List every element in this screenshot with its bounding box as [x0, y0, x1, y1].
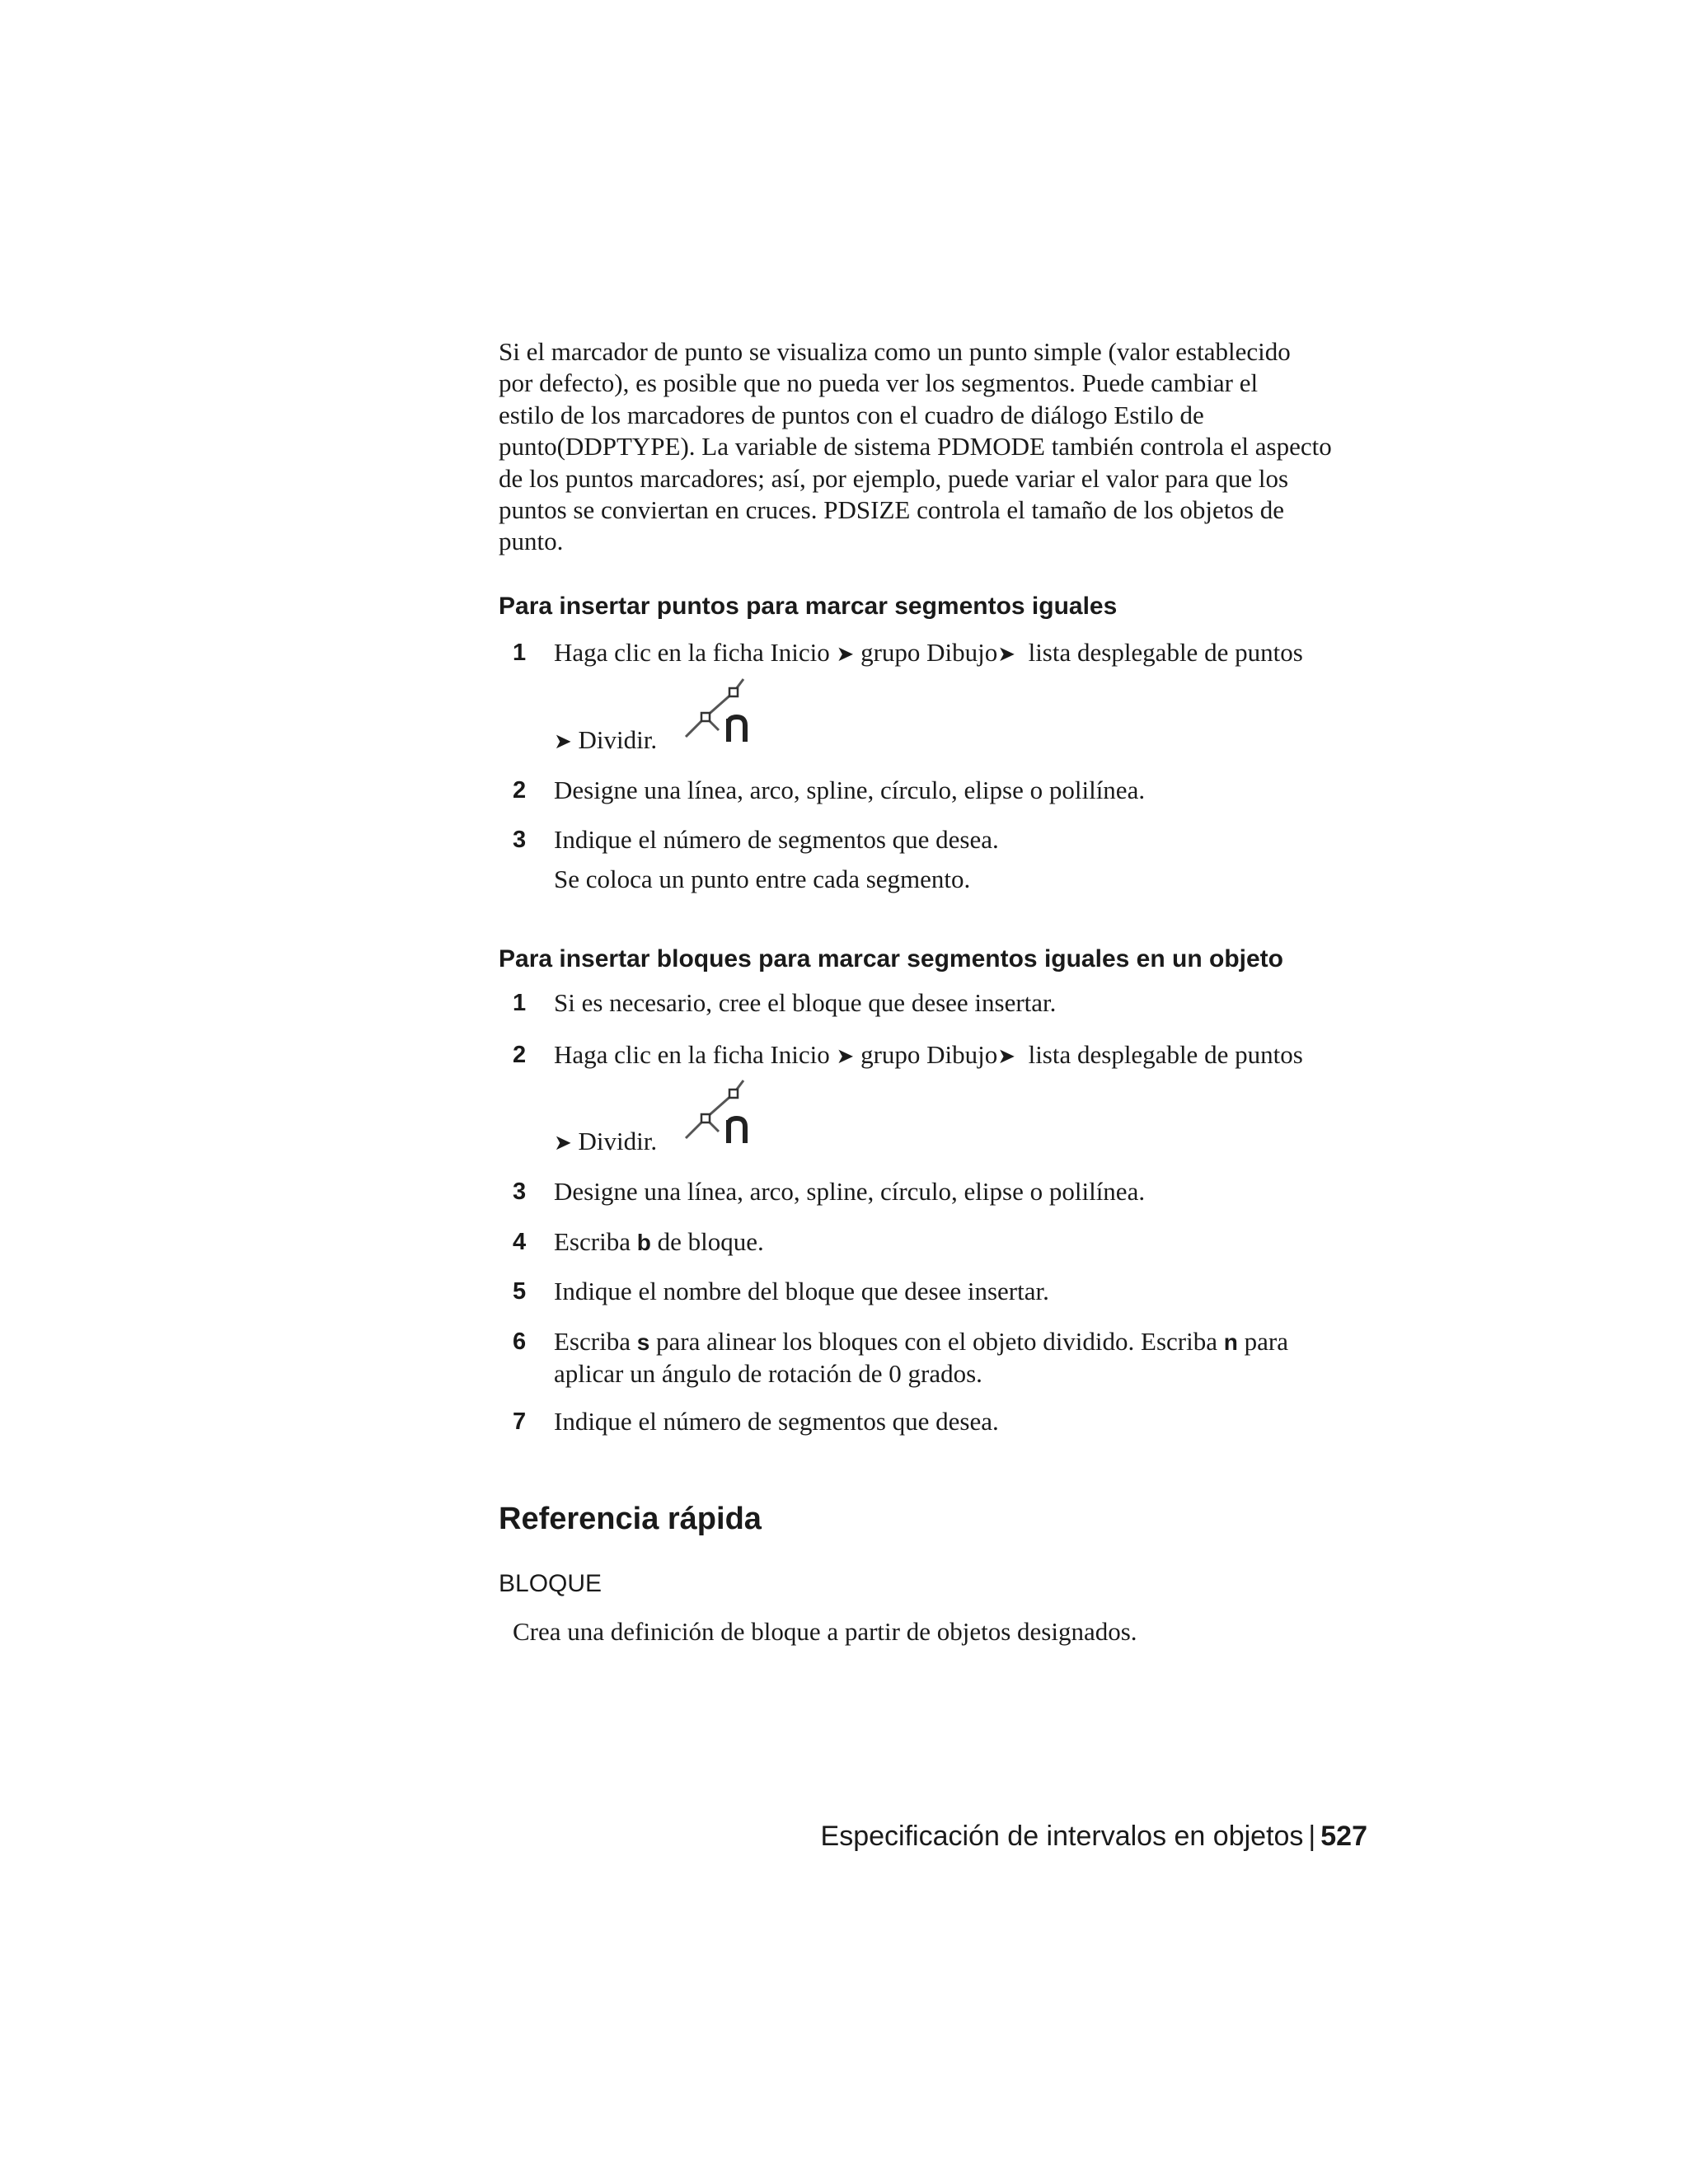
step-segment: Haga clic en la ficha Inicio	[554, 638, 830, 667]
intro-line: de los puntos marcadores; así, por ejemplo, puede variar el valor para que los	[499, 463, 1289, 493]
intro-line: Si el marcador de punto se visualiza como un punto simple (valor establecido	[499, 337, 1291, 366]
intro-paragraph	[499, 336, 1376, 558]
intro-line: por defecto), es posible que no pueda ver los segmentos. Puede cambiar el	[499, 368, 1259, 398]
procedure-heading: Para insertar puntos para marcar segmentos iguales	[499, 593, 1118, 620]
step-result-text: Se coloca un punto entre cada segmento.	[554, 865, 971, 893]
step-number: 3	[513, 827, 527, 853]
step-continuation	[554, 1126, 657, 1159]
step-segment: Haga clic en la ficha Inicio	[554, 1040, 830, 1069]
step-segment: Escriba	[554, 1227, 631, 1256]
step-text	[554, 637, 1378, 670]
page-footer	[821, 1819, 1367, 1854]
step-text	[554, 1326, 1378, 1390]
step-segment: lista desplegable de puntos	[1028, 1040, 1303, 1069]
command-description: Crea una definición de bloque a partir de objetos designados.	[513, 1617, 1137, 1646]
step-segment: lista desplegable de puntos	[1028, 638, 1303, 667]
step-text: Designe una línea, arco, spline, círculo, elipse o polilínea.	[554, 1177, 1146, 1206]
step-segment: grupo Dibujo	[860, 1040, 998, 1069]
step-text: Si es necesario, cree el bloque que desee insertar.	[554, 988, 1057, 1017]
procedure-heading: Para insertar bloques para marcar segmentos iguales en un objeto	[499, 945, 1283, 972]
typed-key: s	[636, 1329, 650, 1355]
arrow-icon: ➤	[997, 642, 1016, 667]
divide-icon	[682, 674, 753, 745]
step-text: Indique el número de segmentos que desea.	[554, 825, 999, 854]
arrow-icon: ➤	[836, 642, 855, 667]
step-segment: para alinear los bloques con el objeto dividido. Escriba	[656, 1327, 1217, 1356]
step-text	[554, 1226, 1378, 1258]
step-segment: Escriba	[554, 1327, 631, 1356]
step-number: 1	[513, 990, 527, 1016]
typed-key: n	[1223, 1329, 1238, 1355]
intro-line: puntos se conviertan en cruces. PDSIZE controla el tamaño de los objetos de	[499, 495, 1284, 525]
step-continuation	[554, 724, 657, 757]
arrow-icon: ➤	[997, 1044, 1016, 1069]
step-text	[554, 1039, 1378, 1072]
command-name: BLOQUE	[499, 1570, 603, 1597]
footer-separator: |	[1308, 1821, 1316, 1852]
arrow-icon: ➤	[554, 1131, 572, 1155]
intro-line: punto(DDPTYPE). La variable de sistema PDMODE también controla el aspecto	[499, 432, 1332, 462]
step-segment: grupo Dibujo	[860, 638, 998, 667]
step-number: 2	[513, 1042, 527, 1068]
divide-icon	[682, 1076, 753, 1146]
step-number: 2	[513, 777, 527, 804]
step-text: Indique el nombre del bloque que desee insertar.	[554, 1277, 1049, 1305]
step-number: 4	[513, 1229, 527, 1255]
step-number: 5	[513, 1278, 527, 1305]
footer-title: Especificación de intervalos en objetos	[820, 1821, 1304, 1852]
divide-label: Dividir.	[578, 725, 658, 754]
step-segment: para	[1244, 1327, 1288, 1356]
divide-label: Dividir.	[578, 1127, 658, 1155]
step-number: 6	[513, 1329, 527, 1355]
step-text: Indique el número de segmentos que desea.	[554, 1407, 999, 1436]
step-text: Designe una línea, arco, spline, círculo, elipse o polilínea.	[554, 776, 1146, 804]
typed-key: b	[636, 1230, 651, 1255]
page-number: 527	[1320, 1821, 1367, 1852]
arrow-icon: ➤	[554, 729, 572, 754]
step-number: 3	[513, 1179, 527, 1205]
section-heading: Referencia rápida	[499, 1502, 762, 1536]
intro-line: punto.	[499, 527, 564, 556]
step-number: 7	[513, 1408, 527, 1435]
step-segment: de bloque.	[657, 1227, 764, 1256]
step-number: 1	[513, 640, 527, 666]
step-segment: aplicar un ángulo de rotación de 0 grados.	[554, 1359, 982, 1388]
intro-line: estilo de los marcadores de puntos con el cuadro de diálogo Estilo de	[499, 400, 1204, 429]
arrow-icon: ➤	[836, 1044, 855, 1069]
